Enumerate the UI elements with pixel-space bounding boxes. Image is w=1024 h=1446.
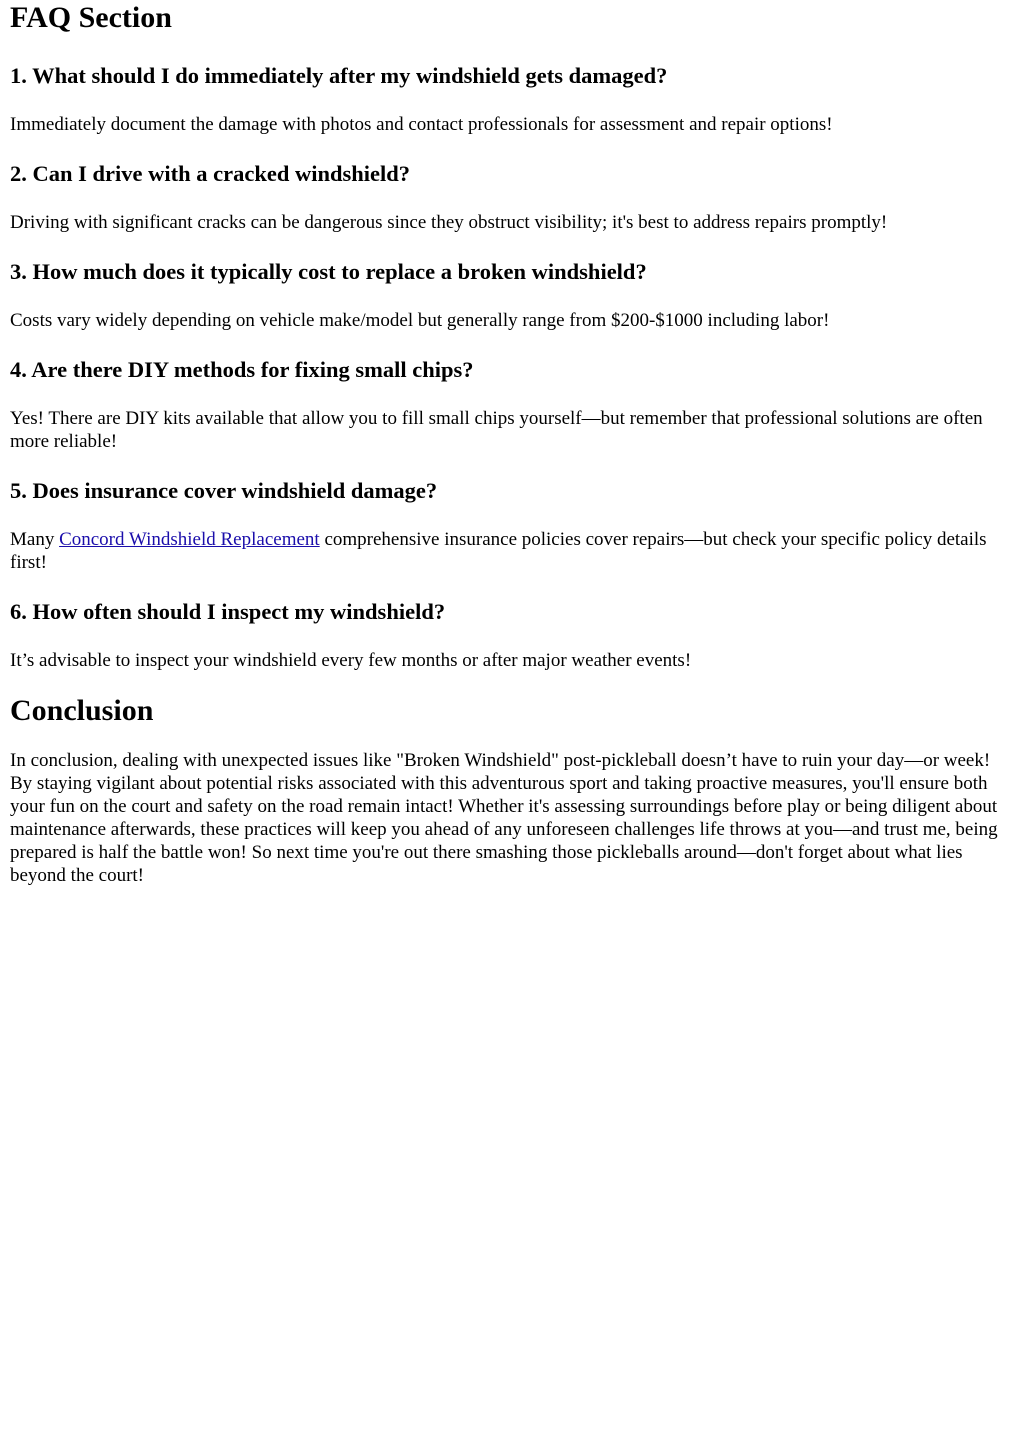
faq-answer-6: It’s advisable to inspect your windshield every few months or after major weather events! xyxy=(10,650,692,671)
faq-question-1: 1. What should I do immediately after my windshield gets damaged? xyxy=(10,63,668,88)
faq-answer-5 xyxy=(10,528,1014,574)
faq-section-title: FAQ Section xyxy=(10,1,172,34)
faq-question-3: 3. How much does it typically cost to replace a broken windshield? xyxy=(10,259,647,284)
faq-answer-5-suffix: comprehensive insurance policies cover repairs—but check your specific policy details first! xyxy=(10,529,987,573)
faq-answer-5-prefix: Many xyxy=(10,529,60,550)
faq-answer-3: Costs vary widely depending on vehicle make/model but generally range from $200-$1000 including labor! xyxy=(10,310,830,331)
faq-question-2: 2. Can I drive with a cracked windshield? xyxy=(10,161,411,186)
concord-windshield-replacement-link[interactable]: Concord Windshield Replacement xyxy=(59,529,320,550)
faq-question-4: 4. Are there DIY methods for fixing small chips? xyxy=(10,357,474,382)
faq-answer-4: Yes! There are DIY kits available that allow you to fill small chips yourself—but remember that professional solutions are often more reliable! xyxy=(10,408,983,452)
faq-answer-2: Driving with significant cracks can be dangerous since they obstruct visibility; it's best to address repairs promptly! xyxy=(10,212,888,233)
conclusion-title: Conclusion xyxy=(10,694,154,727)
faq-question-5: 5. Does insurance cover windshield damage? xyxy=(10,478,438,503)
faq-answer-1: Immediately document the damage with photos and contact professionals for assessment and repair options! xyxy=(10,114,833,135)
conclusion-text: In conclusion, dealing with unexpected issues like "Broken Windshield" post-pickleball doesn’t have to ruin your day—or week! By staying vigilant about potential risks associated with this adventurous sport and taking proactive measures, you'll ensure both your fun on the court and safety on the road remain intact! Whether it's assessing surroundings before play or being diligent about maintenance afterwards, these practices will keep you ahead of any unforeseen challenges life throws at you—and trust me, being prepared is half the battle won! So next time you're out there smashing those pickleballs around—don't forget about what lies beyond the court! xyxy=(10,750,998,886)
faq-question-6: 6. How often should I inspect my windshield? xyxy=(10,599,446,624)
